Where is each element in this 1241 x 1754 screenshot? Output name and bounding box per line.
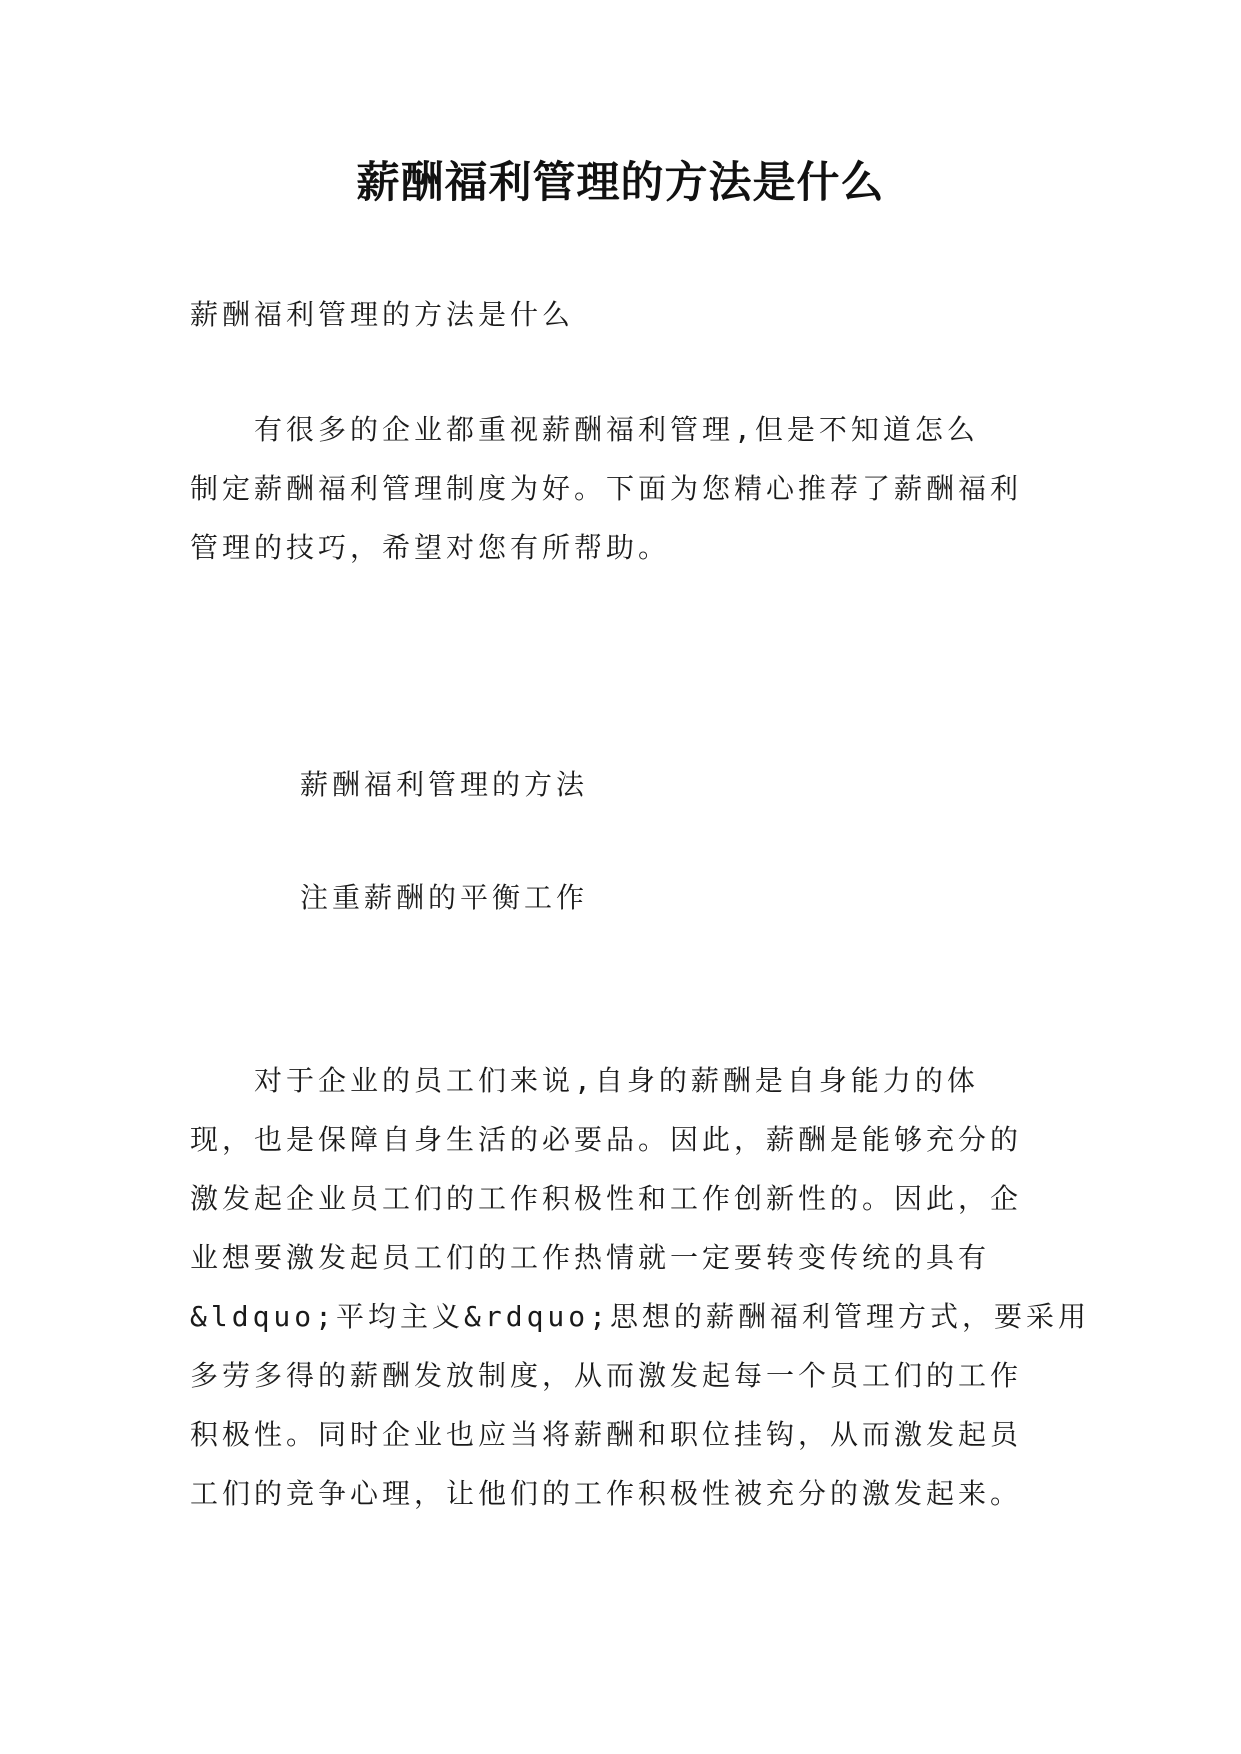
body-line: 现，也是保障自身生活的必要品。因此，薪酬是能够充分的 [190,1123,1023,1156]
section-heading: 薪酬福利管理的方法 [300,768,589,801]
document-title: 薪酬福利管理的方法是什么 [356,158,885,208]
subsection-heading: 注重薪酬的平衡工作 [300,881,589,914]
intro-line: 制定薪酬福利管理制度为好。下面为您精心推荐了薪酬福利 [190,472,1023,505]
intro-paragraph [190,400,1070,577]
body-line: 业想要激发起员工们的工作热情就一定要转变传统的具有 [190,1241,991,1274]
body-line: 工们的竞争心理，让他们的工作积极性被充分的激发起来。 [190,1477,1023,1510]
body-line: 积极性。同时企业也应当将薪酬和职位挂钩，从而激发起员 [190,1418,1023,1451]
body-line: &ldquo;平均主义&rdquo;思想的薪酬福利管理方式，要采用 [190,1300,1091,1333]
intro-line: 有很多的企业都重视薪酬福利管理,但是不知道怎么 [190,413,979,446]
body-line: 多劳多得的薪酬发放制度，从而激发起每一个员工们的工作 [190,1359,1023,1392]
body-paragraph [190,1051,1091,1523]
document-subtitle: 薪酬福利管理的方法是什么 [190,298,575,331]
body-line: 对于企业的员工们来说,自身的薪酬是自身能力的体 [190,1064,979,1097]
intro-line: 管理的技巧，希望对您有所帮助。 [190,531,671,564]
body-line: 激发起企业员工们的工作积极性和工作创新性的。因此，企 [190,1182,1023,1215]
